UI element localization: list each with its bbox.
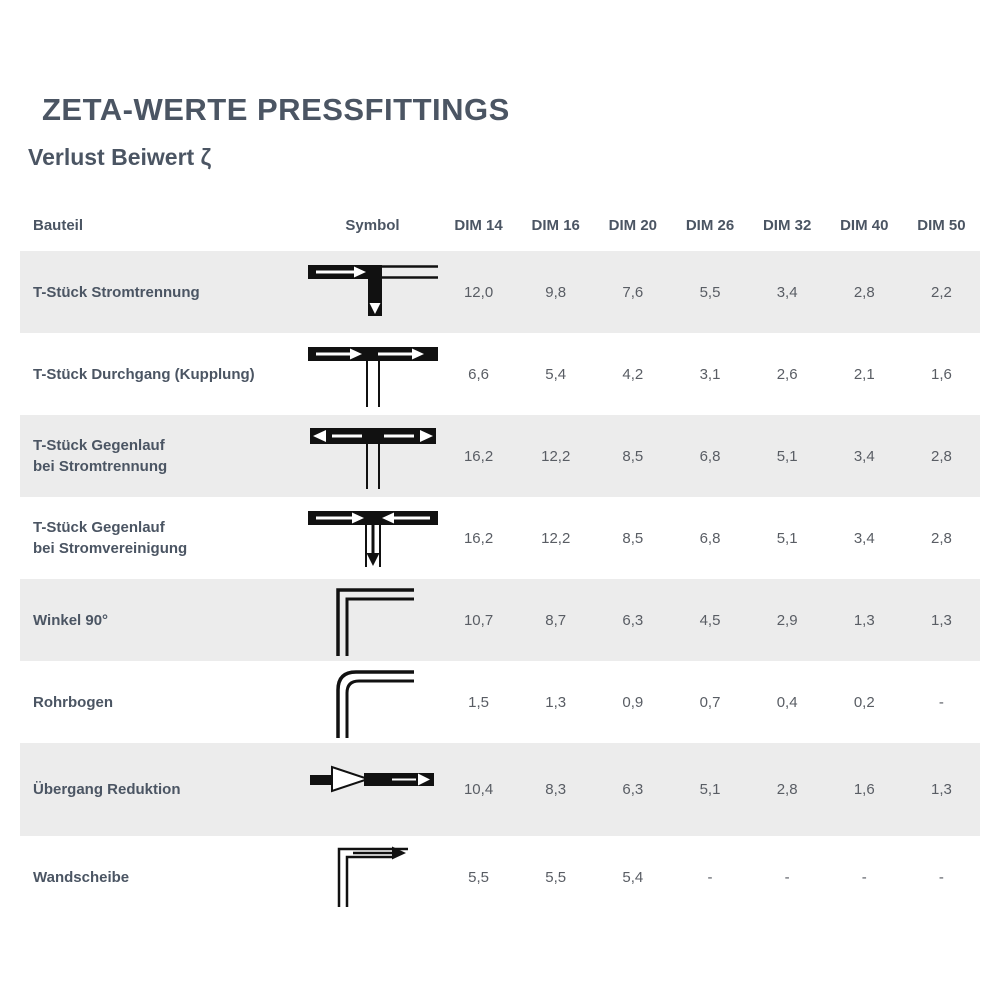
bauteil-label: T-Stück Gegenlauf bei Stromvereinigung <box>33 519 188 557</box>
page-subtitle: Verlust Beiwert ζ <box>28 144 212 170</box>
zeta-value: 5,1 <box>699 781 721 798</box>
zeta-value: 4,2 <box>622 365 644 383</box>
zeta-value: 2,8 <box>776 781 798 798</box>
header-dim-50: DIM 50 <box>917 217 966 234</box>
zeta-value: 2,8 <box>853 283 875 301</box>
zeta-value: 12,0 <box>463 283 494 301</box>
tee-counterflow-union-icon <box>305 497 440 584</box>
zeta-value: 0,7 <box>699 693 721 711</box>
zeta-value: 3,4 <box>853 529 875 547</box>
header-symbol: Symbol <box>345 217 400 234</box>
header-dim-26: DIM 26 <box>685 217 735 234</box>
zeta-value: 5,5 <box>545 868 567 886</box>
zeta-value: 5,1 <box>776 447 798 465</box>
zeta-value: 8,5 <box>622 447 644 465</box>
zeta-value: 2,9 <box>776 611 798 629</box>
zeta-value: 2,8 <box>930 529 952 547</box>
zeta-value: 10,7 <box>463 611 494 629</box>
zeta-value: 0,4 <box>776 693 798 711</box>
tee-flow-separation-icon <box>305 251 440 338</box>
zeta-value: 1,3 <box>545 693 567 711</box>
zeta-value: 12,2 <box>541 447 571 465</box>
zeta-value: 1,5 <box>468 693 489 711</box>
zeta-value: 1,3 <box>930 781 952 798</box>
zeta-value: 0,2 <box>853 693 875 711</box>
table-row <box>20 579 980 661</box>
zeta-value: 1,3 <box>853 611 875 629</box>
header-bauteil: Bauteil <box>33 217 84 234</box>
bauteil-label: T-Stück Stromtrennung <box>33 283 200 301</box>
zeta-value: 8,5 <box>622 529 644 547</box>
zeta-value: 6,8 <box>699 447 721 465</box>
zeta-value: 16,2 <box>463 529 494 547</box>
zeta-value: 2,1 <box>853 365 875 383</box>
header-dim-14: DIM 14 <box>454 217 503 234</box>
tee-straight-through-icon <box>305 333 440 420</box>
zeta-value: - <box>707 868 713 886</box>
zeta-value: 12,2 <box>541 529 571 547</box>
zeta-value: 10,4 <box>463 781 494 798</box>
table-row <box>20 415 980 497</box>
zeta-value: 5,4 <box>622 868 644 886</box>
zeta-value: 1,6 <box>853 781 875 798</box>
zeta-value: 5,1 <box>776 529 798 547</box>
table-row <box>20 497 980 579</box>
zeta-value: 6,3 <box>622 611 644 629</box>
zeta-value: 3,4 <box>853 447 875 465</box>
zeta-value: 1,6 <box>930 365 952 383</box>
zeta-value: 2,2 <box>930 283 952 301</box>
wall-plate-elbow-icon <box>305 836 440 923</box>
elbow-90-icon <box>305 579 440 666</box>
zeta-value: 2,6 <box>776 365 798 383</box>
table-row <box>20 251 980 333</box>
bauteil-label: Rohrbogen <box>33 693 113 711</box>
zeta-value: 8,3 <box>545 781 567 798</box>
header-dim-32: DIM 32 <box>762 217 812 234</box>
table-row <box>20 743 980 836</box>
zeta-value: 9,8 <box>545 283 567 301</box>
zeta-value: 6,8 <box>699 529 721 547</box>
page-header <box>0 0 1000 171</box>
pipe-bend-icon <box>305 661 440 748</box>
zeta-value: - <box>938 693 944 711</box>
header-dim-40: DIM 40 <box>840 217 889 234</box>
bauteil-label: Wandscheibe <box>33 868 130 886</box>
zeta-value: 6,6 <box>468 365 489 383</box>
table-row <box>20 836 980 918</box>
table-row <box>20 661 980 743</box>
zeta-value: 1,3 <box>930 611 952 629</box>
header-dim-16: DIM 16 <box>531 217 580 234</box>
zeta-value: 0,9 <box>622 693 644 711</box>
bauteil-label: Winkel 90° <box>33 611 109 629</box>
zeta-value: 5,4 <box>545 365 567 383</box>
table-row <box>20 333 980 415</box>
zeta-value: 8,7 <box>545 611 567 629</box>
zeta-values-table <box>20 217 980 918</box>
bauteil-label: T-Stück Durchgang (Kupplung) <box>33 365 255 383</box>
zeta-value: 2,8 <box>930 447 952 465</box>
zeta-value: 3,1 <box>699 365 721 383</box>
zeta-value: 5,5 <box>699 283 721 301</box>
zeta-value: 16,2 <box>463 447 494 465</box>
zeta-value: 5,5 <box>468 868 489 886</box>
page-title: ZETA-WERTE PRESSFITTINGS <box>42 92 510 127</box>
header-dim-20: DIM 20 <box>608 217 658 234</box>
zeta-value: 6,3 <box>622 781 644 798</box>
zeta-value: - <box>861 868 867 886</box>
table-header-row <box>20 217 980 234</box>
zeta-value: - <box>784 868 790 886</box>
zeta-value: 3,4 <box>776 283 798 301</box>
bauteil-label: T-Stück Gegenlauf bei Stromtrennung <box>33 437 168 475</box>
zeta-value: 4,5 <box>699 611 721 629</box>
bauteil-label: Übergang Reduktion <box>33 781 181 798</box>
table-body <box>20 251 980 918</box>
zeta-value: - <box>938 868 944 886</box>
reducer-transition-icon <box>305 743 440 841</box>
zeta-value: 7,6 <box>622 283 644 301</box>
tee-counterflow-separation-icon <box>305 415 440 502</box>
